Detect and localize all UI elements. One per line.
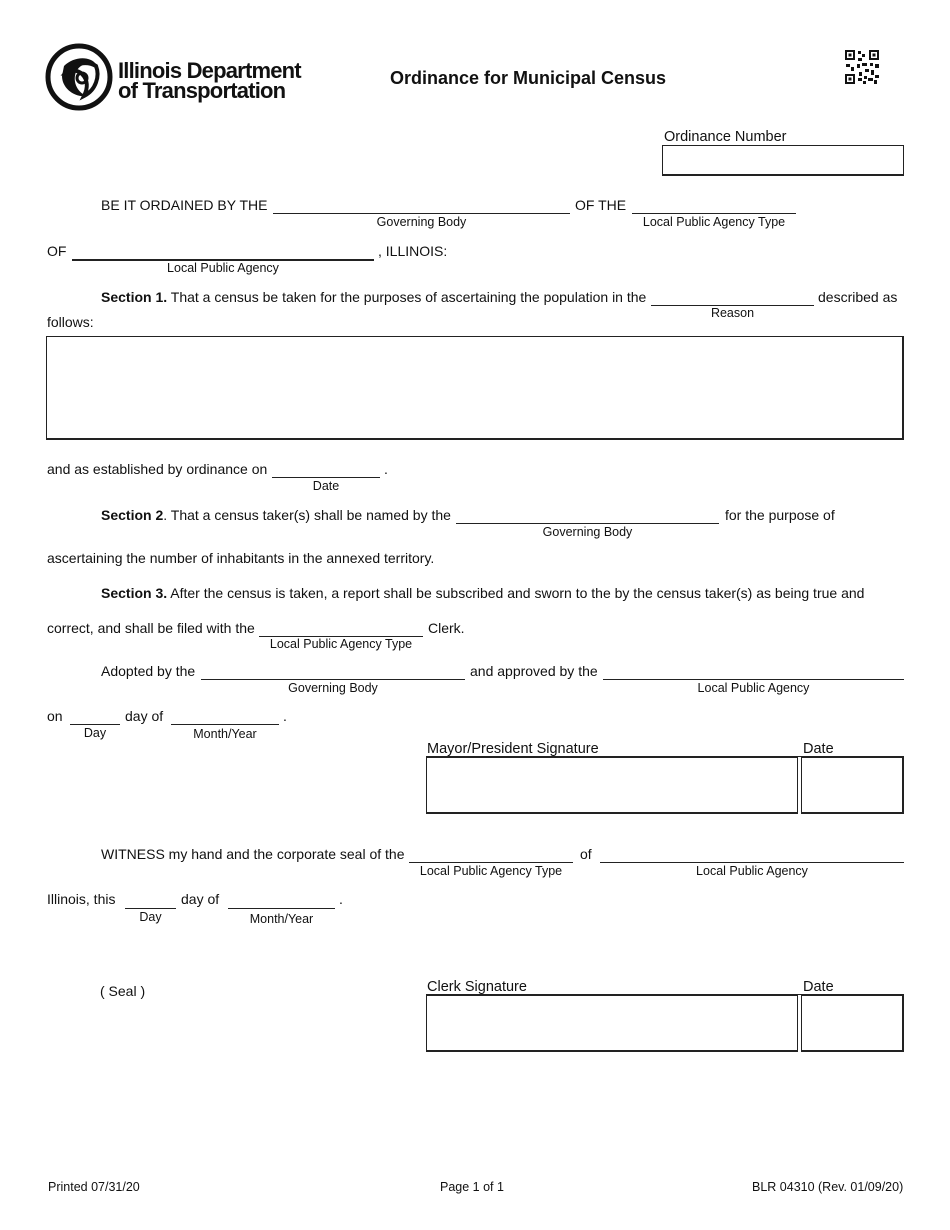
adopted-period: .: [283, 708, 287, 724]
witness-lpa-type-label: Local Public Agency Type: [419, 864, 563, 878]
ordained-prefix: BE IT ORDAINED BY THE: [101, 197, 268, 213]
logo-line-2: of Transportation: [118, 78, 286, 103]
witness-month-year-label: Month/Year: [249, 912, 314, 926]
seal-text: ( Seal ): [100, 983, 146, 999]
printed-date: Printed 07/31/20: [48, 1180, 140, 1194]
ordinance-number-field[interactable]: [662, 145, 904, 176]
ordinance-date-label: Date: [312, 479, 340, 493]
clerk-date-label: Date: [803, 979, 834, 995]
follows-text: follows:: [47, 314, 94, 330]
lpa-type-label: Local Public Agency Type: [642, 215, 786, 229]
page-title: Ordinance for Municipal Census: [390, 68, 667, 88]
adopted-month-year-label: Month/Year: [193, 727, 257, 741]
adopted-governing-body-label: Governing Body: [288, 681, 378, 695]
witness-lpa-label: Local Public Agency: [696, 864, 808, 878]
section-2-heading: Section 2: [101, 507, 164, 523]
established-text: and as established by ordinance on: [47, 461, 268, 477]
section-2-governing-body-label: Governing Body: [542, 525, 633, 539]
approved-lpa-field[interactable]: [603, 679, 904, 680]
illinois-text: , ILLINOIS:: [378, 243, 448, 259]
witness-day-label: Day: [139, 910, 162, 924]
approved-lpa-label: Local Public Agency: [697, 681, 810, 695]
adopted-day-field[interactable]: [70, 724, 120, 725]
ordinance-date-field[interactable]: [272, 477, 380, 478]
clerk-date-field[interactable]: [801, 995, 904, 1052]
section-3-continuation: correct, and shall be filed with the: [47, 620, 255, 636]
on-text: on: [47, 708, 63, 724]
description-field[interactable]: [46, 336, 904, 440]
section-2-continuation: ascertaining the number of inhabitants in the annexed territory.: [47, 550, 435, 566]
section-1-text: That a census be taken for the purposes of ascertaining the population in the: [170, 289, 647, 305]
witness-of-text: of: [580, 846, 592, 862]
logo-line-1: Illinois Department: [118, 58, 301, 83]
reason-label: Reason: [710, 306, 755, 320]
section-1-heading: Section 1.: [101, 289, 168, 305]
section-3-text: After the census is taken, a report shall be subscribed and sworn to the by the census taker(s) as being true and: [170, 585, 865, 601]
section-2-text: . That a census taker(s) shall be named by the: [163, 507, 451, 523]
clerk-signature-label: Clerk Signature: [427, 979, 527, 995]
governing-body-field[interactable]: [273, 213, 570, 214]
clerk-text: Clerk.: [428, 620, 465, 636]
purpose-text: for the purpose of: [725, 507, 835, 523]
witness-day-field[interactable]: [125, 908, 176, 909]
governing-body-label: Governing Body: [376, 215, 467, 229]
section-3-heading: Section 3.: [101, 585, 168, 601]
illinois-this-text: Illinois, this: [47, 891, 116, 907]
adopted-day-label: Day: [83, 726, 107, 740]
of-text: OF: [47, 243, 67, 259]
mayor-signature-field[interactable]: [426, 757, 798, 814]
ordinance-number-label: Ordinance Number: [664, 129, 787, 145]
adopted-governing-body-field[interactable]: [201, 679, 465, 680]
clerk-signature-field[interactable]: [426, 995, 798, 1052]
qr-code-icon: [845, 50, 879, 84]
described-as-text: described as: [818, 289, 898, 305]
established-period: .: [384, 461, 388, 477]
lpa-type-field[interactable]: [632, 213, 796, 214]
page-number: Page 1 of 1: [440, 1180, 504, 1194]
witness-lpa-field[interactable]: [600, 862, 904, 863]
lpa-label: Local Public Agency: [167, 261, 279, 275]
approved-text: and approved by the: [470, 663, 598, 679]
section-3-lpa-type-label: Local Public Agency Type: [269, 637, 413, 651]
of-the-text: OF THE: [575, 197, 627, 213]
witness-month-year-field[interactable]: [228, 908, 335, 909]
witness-period: .: [339, 891, 343, 907]
mayor-date-field[interactable]: [801, 757, 904, 814]
witness-day-of-text: day of: [181, 891, 220, 907]
mayor-signature-label: Mayor/President Signature: [427, 741, 599, 757]
idot-logo-icon: [44, 42, 114, 112]
adopted-day-of-text: day of: [125, 708, 164, 724]
adopted-month-year-field[interactable]: [171, 724, 279, 725]
witness-prefix: WITNESS my hand and the corporate seal of the: [101, 846, 405, 862]
adopted-prefix: Adopted by the: [101, 663, 196, 679]
form-id: BLR 04310 (Rev. 01/09/20): [752, 1180, 904, 1194]
section-2-governing-body-field[interactable]: [456, 523, 719, 524]
witness-lpa-type-field[interactable]: [409, 862, 573, 863]
mayor-date-label: Date: [803, 741, 834, 757]
